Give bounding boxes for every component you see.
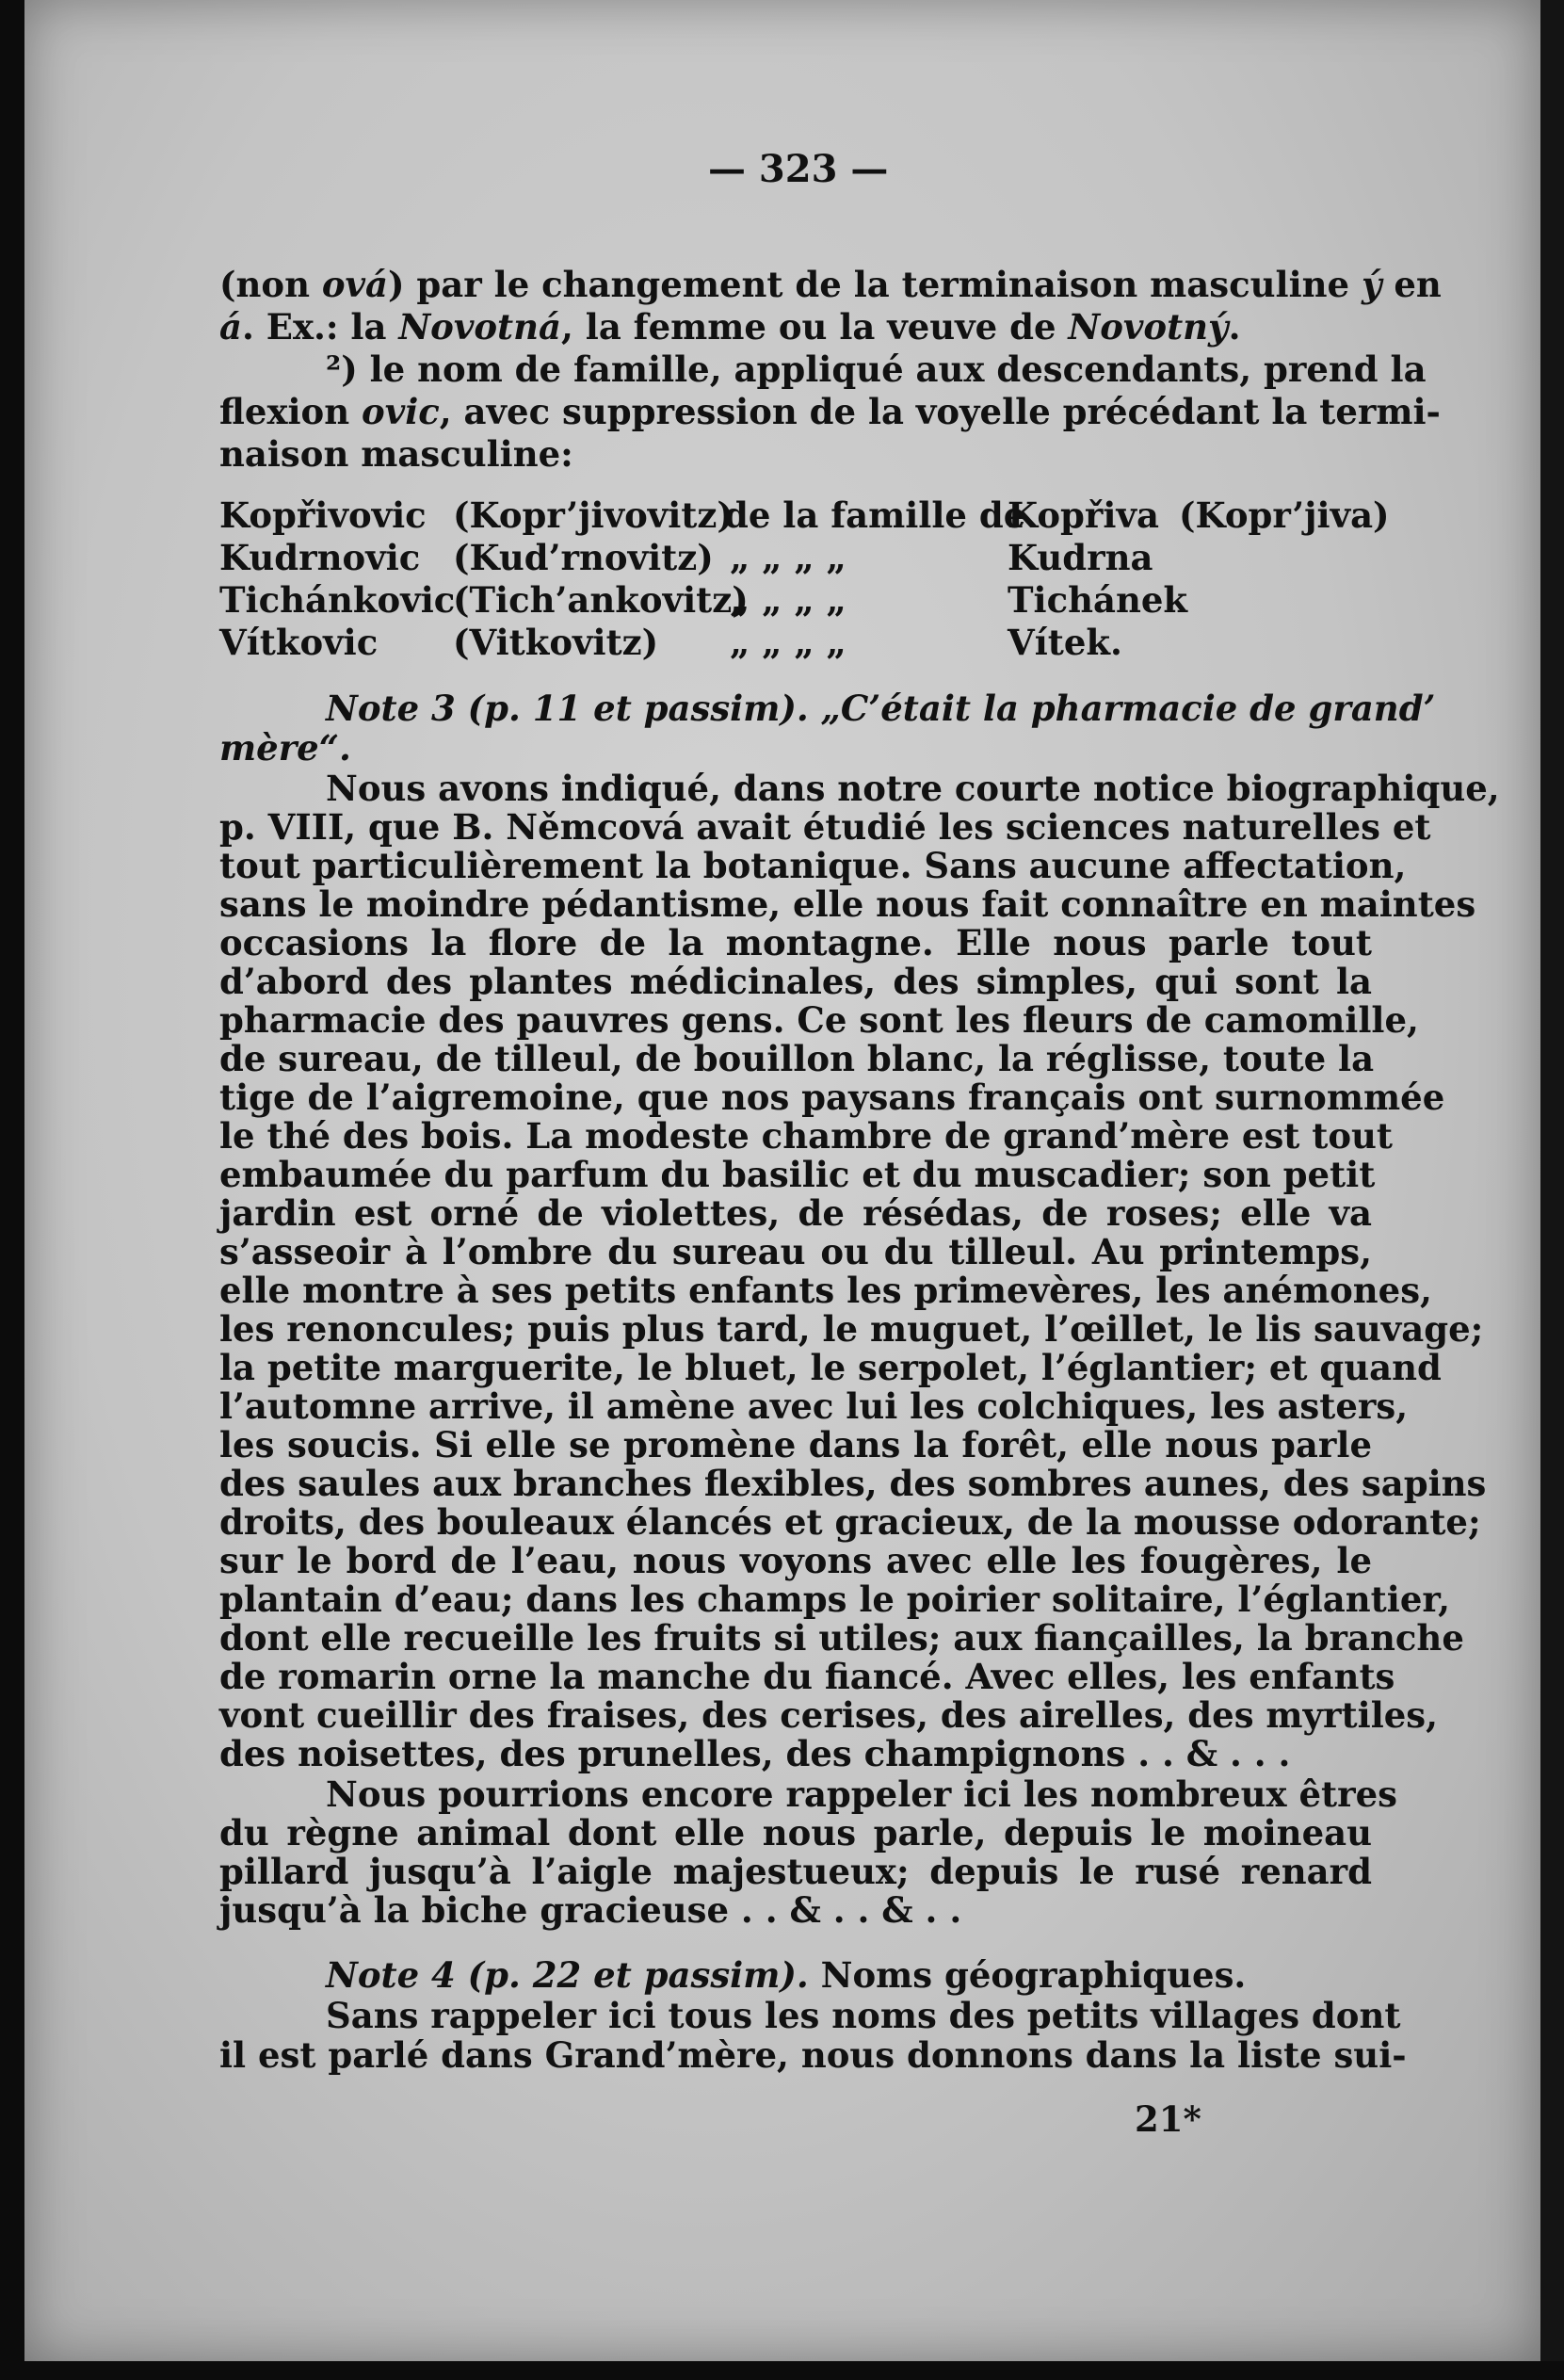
table-cell-ditto: „ „ „ „ bbox=[730, 579, 846, 621]
note-3-line: plantain d’eau; dans les champs le poirier solitaire, l’églantier, bbox=[219, 1579, 1451, 1620]
note-3-line: sur le bord de l’eau, nous voyons avec elle les fougères, le bbox=[219, 1540, 1372, 1581]
note-3-line: vont cueillir des fraises, des cerises, des airelles, des myrtiles, bbox=[219, 1694, 1439, 1736]
table-cell-base: Kopřiva bbox=[1008, 494, 1159, 536]
note-4-line: Sans rappeler ici tous les noms des petits villages dont bbox=[326, 1995, 1401, 2036]
note-3-line: les renoncules; puis plus tard, le muguet, l’œillet, le lis sauvage; bbox=[219, 1308, 1484, 1350]
table-cell-base: Vítek. bbox=[1008, 622, 1122, 663]
note-3-line: la petite marguerite, le bluet, le serpolet, l’églantier; et quand bbox=[219, 1347, 1442, 1388]
note-3-line: dont elle recueille les fruits si utiles; aux fiançailles, la branche bbox=[219, 1617, 1464, 1659]
table-cell-pron: (Kud’rnovitz) bbox=[453, 537, 714, 578]
note-3-line: sans le moindre pédantisme, elle nous fait connaître en maintes bbox=[219, 883, 1476, 925]
note-3-line: Nous pourrions encore rappeler ici les nombreux êtres bbox=[326, 1773, 1397, 1815]
note-3-line: droits, des bouleaux élancés et gracieux, de la mousse odorante; bbox=[219, 1501, 1481, 1543]
note-3-line: Nous avons indiqué, dans notre courte notice biographique, bbox=[326, 768, 1500, 809]
note-3-line: pharmacie des pauvres gens. Ce sont les fleurs de camomille, bbox=[219, 999, 1419, 1041]
table-cell-name: Tichánkovic bbox=[219, 579, 456, 621]
note-3-line: tige de l’aigremoine, que nos paysans français ont surnommée bbox=[219, 1077, 1445, 1118]
note-3-line: du règne animal dont elle nous parle, depuis le moineau bbox=[219, 1812, 1372, 1854]
note-3-line: les soucis. Si elle se promène dans la forêt, elle nous parle bbox=[219, 1424, 1372, 1465]
table-cell-base-pron: (Kopr’jiva) bbox=[1179, 494, 1390, 536]
table-cell-name: Kudrnovic bbox=[219, 537, 421, 578]
note-3-line: des noisettes, des prunelles, des champignons . . & . . . bbox=[219, 1733, 1291, 1774]
para-2-line-2: flexion ovic, avec suppression de la voyelle précédant la termi- bbox=[219, 391, 1441, 432]
note-3-line: elle montre à ses petits enfants les primevères, les anémones, bbox=[219, 1270, 1432, 1311]
note-3-line: embaumée du parfum du basilic et du muscadier; son petit bbox=[219, 1154, 1376, 1195]
table-cell-mid: de la famille de bbox=[724, 494, 1026, 536]
table-cell-ditto: „ „ „ „ bbox=[730, 622, 846, 663]
table-cell-pron: (Kopr’jivovitz) bbox=[453, 494, 734, 536]
note-3-line: de sureau, de tilleul, de bouillon blanc, la réglisse, toute la bbox=[219, 1038, 1375, 1079]
note-3-line: jusqu’à la biche gracieuse . . & . . & . . bbox=[219, 1889, 962, 1931]
page-number: — 323 — bbox=[708, 147, 889, 191]
note-3-line: s’asseoir à l’ombre du sureau ou du tilleul. Au printemps, bbox=[219, 1231, 1372, 1272]
table-cell-ditto: „ „ „ „ bbox=[730, 537, 846, 578]
note-3-line: occasions la flore de la montagne. Elle nous parle tout bbox=[219, 922, 1372, 963]
note-3-line: le thé des bois. La modeste chambre de grand’mère est tout bbox=[219, 1115, 1394, 1157]
para-2-line-3: naison masculine: bbox=[219, 433, 573, 475]
note-3-line: des saules aux branches flexibles, des sombres aunes, des sapins bbox=[219, 1463, 1487, 1504]
note-3-line: jardin est orné de violettes, de résédas, de roses; elle va bbox=[219, 1192, 1372, 1234]
para-1-line-1: (non ová) par le changement de la terminaison masculine ý en bbox=[219, 264, 1442, 305]
note-3-line: pillard jusqu’à l’aigle majestueux; depuis le rusé renard bbox=[219, 1851, 1372, 1892]
note-3-line: tout particulièrement la botanique. Sans aucune affectation, bbox=[219, 845, 1407, 886]
note-4-title: Note 4 (p. 22 et passim). bbox=[326, 1954, 809, 1996]
table-cell-name: Vítkovic bbox=[219, 622, 379, 663]
note-3-title-cont: mère“. bbox=[219, 727, 351, 769]
note-3-line: d’abord des plantes médicinales, des simples, qui sont la bbox=[219, 961, 1372, 1002]
signature-mark: 21* bbox=[1135, 2098, 1201, 2140]
note-4-heading bbox=[326, 1954, 1246, 1996]
note-4-title-rest: Noms géographiques. bbox=[820, 1954, 1247, 1996]
note-4-line: il est parlé dans Grand’mère, nous donnons dans la liste sui- bbox=[219, 2034, 1407, 2076]
table-cell-pron: (Tich’ankovitz) bbox=[453, 579, 749, 621]
table-cell-name: Kopřivovic bbox=[219, 494, 427, 536]
note-3-line: l’automne arrive, il amène avec lui les colchiques, les asters, bbox=[219, 1385, 1409, 1427]
table-cell-pron: (Vitkovitz) bbox=[453, 622, 659, 663]
note-3-title: Note 3 (p. 11 et passim). „C’était la pharmacie de grand’ bbox=[326, 688, 1436, 729]
note-3-line: p. VIII, que B. Němcová avait étudié les sciences naturelles et bbox=[219, 806, 1431, 848]
table-cell-base: Tichánek bbox=[1008, 579, 1188, 621]
note-3-line: de romarin orne la manche du fiancé. Avec elles, les enfants bbox=[219, 1656, 1395, 1697]
table-cell-base: Kudrna bbox=[1008, 537, 1153, 578]
para-2-line-1: ²) le nom de famille, appliqué aux descendants, prend la bbox=[326, 348, 1427, 390]
para-1-line-2: á. Ex.: la Novotná, la femme ou la veuve de Novotný. bbox=[219, 306, 1241, 348]
